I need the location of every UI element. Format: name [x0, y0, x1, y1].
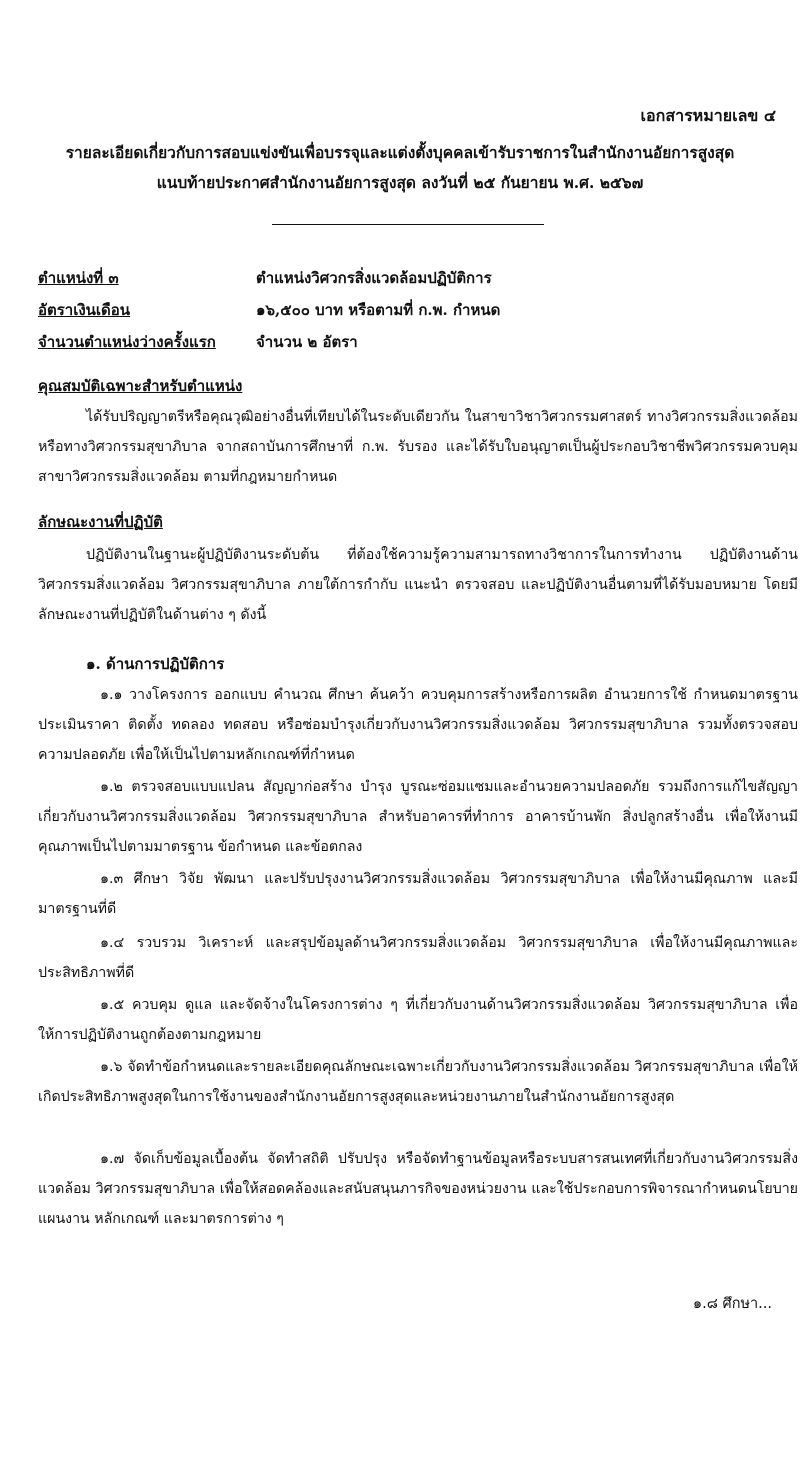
duty-item: ๑.๔ รวบรวม วิเคราะห์ และสรุปข้อมูลด้านวิศวกรรมสิ่งแวดล้อม วิศวกรรมสุขาภิบาล เพื่อให้งานมีคุณภาพและประสิทธิภาพที่ดี — [38, 935, 798, 981]
qualifications-text: ได้รับปริญญาตรีหรือคุณวุฒิอย่างอื่นที่เทียบได้ในระดับเดียวกัน ในสาขาวิชาวิศวกรรมศาสตร์ ทางวิศวกรรมสิ่งแวดล้อม หรือทางวิศวกรรมสุขาภิบาล จากสถาบันการศึกษาที่ ก.พ. รับรอง และได้รับใบอนุญาตเป็นผู้ประกอบวิชาชีพวิศวกรรมควบคุม สาขาวิศวกรรมสิ่งแวดล้อม ตามที่กฎหมายกำหนด — [38, 409, 798, 485]
duties-heading: ลักษณะงานที่ปฏิบัติ — [38, 513, 163, 531]
duties-intro: ปฏิบัติงานในฐานะผู้ปฏิบัติงานระดับต้น ที่ต้องใช้ความรู้ความสามารถทางวิชาการในการทำงาน ปฏิบัติงานด้านวิศวกรรมสิ่งแวดล้อม วิศวกรรมสุขาภิบาล ภายใต้การกำกับ แนะนำ ตรวจสอบ และปฏิบัติงานอื่นตามที่ได้รับมอบหมาย โดยมีลักษณะงานที่ปฏิบัติในด้านต่าง ๆ ดังนี้ — [38, 547, 798, 623]
duty-item: ๑.๕ ควบคุม ดูแล และจัดจ้างในโครงการต่าง ๆ ที่เกี่ยวกับงานด้านวิศวกรรมสิ่งแวดล้อม วิศวกรรมสุขาภิบาล เพื่อให้การปฏิบัติงานถูกต้องตามกฎหมาย — [38, 997, 798, 1043]
qualifications-heading: คุณสมบัติเฉพาะสำหรับตำแหน่ง — [38, 377, 243, 395]
operations-heading: ๑. ด้านการปฏิบัติการ — [86, 655, 225, 673]
duty-item: ๑.๒ ตรวจสอบแบบแปลน สัญญาก่อสร้าง บำรุง บูรณะซ่อมแซมและอำนวยความปลอดภัย รวมถึงการแก้ไขสัญญาเกี่ยวกับงานวิศวกรรมสิ่งแวดล้อม วิศวกรรมสุขาภิบาล สำหรับอาคารที่ทำการ อาคารบ้านพัก สิ่งปลูกสร้างอื่น เพื่อให้งานมีคุณภาพเป็นไปตามมาตรฐาน ข้อกำหนด และข้อตกลง — [38, 779, 798, 855]
document-title — [20, 138, 780, 198]
position-value: ตำแหน่งวิศวกรสิ่งแวดล้อมปฏิบัติการ — [256, 269, 492, 287]
salary-label: อัตราเงินเดือน — [38, 301, 131, 319]
duty-item: ๑.๗ จัดเก็บข้อมูลเบื้องต้น จัดทำสถิติ ปรับปรุง หรือจัดทำฐานข้อมูลหรือระบบสารสนเทศที่เกี่ยวกับงานวิศวกรรมสิ่งแวดล้อม วิศวกรรมสุขาภิบาล เพื่อให้สอดคล้องและสนับสนุนภารกิจของหน่วยงาน และใช้ประกอบการพิจารณากำหนดนโยบาย แผนงาน หลักเกณฑ์ และมาตรการต่าง ๆ — [38, 1151, 798, 1227]
title-line-1: รายละเอียดเกี่ยวกับการสอบแข่งขันเพื่อบรรจุและแต่งตั้งบุคคลเข้ารับราชการในสำนักงานอัยการสูงสุด — [65, 143, 735, 162]
title-divider — [272, 224, 544, 225]
vacancy-value: จำนวน ๒ อัตรา — [256, 333, 358, 351]
vacancy-label: จำนวนตำแหน่งว่างครั้งแรก — [38, 333, 216, 351]
continue-marker: ๑.๘ ศึกษา... — [692, 1296, 772, 1312]
title-line-2: แนบท้ายประกาศสำนักงานอัยการสูงสุด ลงวันที่ ๒๕ กันยายน พ.ศ. ๒๕๖๗ — [156, 173, 644, 192]
salary-value: ๑๖,๕๐๐ บาท หรือตามที่ ก.พ. กำหนด — [256, 301, 501, 319]
duty-item: ๑.๑ วางโครงการ ออกแบบ คำนวณ ศึกษา ค้นคว้า ควบคุมการสร้างหรือการผลิต อำนวยการใช้ กำหนดมาตรฐาน ประเมินราคา ติดตั้ง ทดลอง ทดสอบ หรือซ่อมบำรุงเกี่ยวกับงานวิศวกรรมสิ่งแวดล้อม วิศวกรรมสุขาภิบาล รวมทั้งตรวจสอบความปลอดภัย เพื่อให้เป็นไปตามหลักเกณฑ์ที่กำหนด — [38, 687, 798, 763]
duty-item: ๑.๓ ศึกษา วิจัย พัฒนา และปรับปรุงงานวิศวกรรมสิ่งแวดล้อม วิศวกรรมสุขาภิบาล เพื่อให้งานมีคุณภาพ และมีมาตรฐานที่ดี — [38, 871, 798, 917]
duty-item: ๑.๖ จัดทำข้อกำหนดและรายละเอียดคุณลักษณะเฉพาะเกี่ยวกับงานวิศวกรรมสิ่งแวดล้อม วิศวกรรมสุขาภิบาล เพื่อให้เกิดประสิทธิภาพสูงสุดในการใช้งานของสำนักงานอัยการสูงสุดและหน่วยงานภายในสำนักงานอัยการสูงสุด — [38, 1059, 798, 1105]
position-label: ตำแหน่งที่ ๓ — [38, 269, 119, 287]
document-number: เอกสารหมายเลข ๔ — [640, 106, 776, 125]
